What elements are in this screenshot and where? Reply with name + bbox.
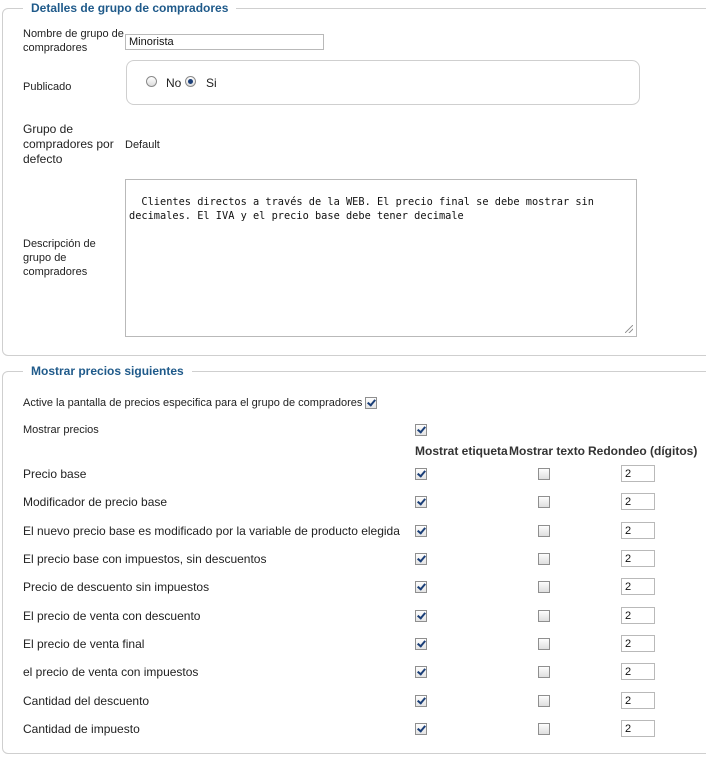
table-row [0,692,706,712]
table-row [0,635,706,655]
table-row [0,550,706,570]
show-label-checkbox[interactable] [415,695,427,707]
price-row-label: Cantidad del descuento [23,694,150,708]
table-row [0,493,706,513]
show-label-checkbox[interactable] [415,468,427,480]
table-row [0,607,706,627]
show-text-checkbox[interactable] [538,610,550,622]
show-text-checkbox[interactable] [538,553,550,565]
show-label-checkbox[interactable] [415,638,427,650]
rounding-input[interactable] [621,607,655,624]
price-row-label: Precio de descuento sin impuestos [23,580,210,594]
rounding-input[interactable] [621,663,655,680]
table-row [0,465,706,485]
published-no-radio[interactable] [146,76,157,87]
show-text-checkbox[interactable] [538,666,550,678]
description-textarea[interactable] [125,179,637,337]
table-row [0,578,706,598]
default-group-value: Default [125,139,160,151]
show-text-checkbox[interactable] [538,638,550,650]
resize-grip-icon[interactable] [625,325,633,333]
rounding-input[interactable] [621,692,655,709]
show-label-checkbox[interactable] [415,610,427,622]
description-label: Descripción de grupo de compradores [23,238,96,278]
table-row [0,522,706,542]
column-header-show-label: Mostrat etiqueta [415,444,508,458]
show-label-checkbox[interactable] [415,553,427,565]
rounding-input[interactable] [621,465,655,482]
show-text-checkbox[interactable] [538,723,550,735]
group-name-label: Nombre de grupo de compradores [23,28,124,54]
price-row-label: El precio de venta con descuento [23,609,201,623]
published-radio-group [126,60,640,105]
show-text-checkbox[interactable] [538,695,550,707]
price-row-label: El precio de venta final [23,637,145,651]
show-label-checkbox[interactable] [415,525,427,537]
column-header-show-text: Mostrar texto [509,444,586,458]
show-label-checkbox[interactable] [415,496,427,508]
rounding-input[interactable] [621,635,655,652]
published-yes-label: Si [206,76,217,90]
group-name-input[interactable] [125,34,324,50]
show-text-checkbox[interactable] [538,581,550,593]
show-prices-checkbox[interactable] [415,424,427,436]
rounding-input[interactable] [621,578,655,595]
show-prices-legend: Mostrar precios siguientes [23,363,192,379]
show-label-checkbox[interactable] [415,666,427,678]
price-row-label: Precio base [23,467,87,481]
column-header-rounding: Redondeo (dígitos) [588,444,698,458]
table-row [0,720,706,740]
published-no-label: No [166,76,182,90]
show-text-checkbox[interactable] [538,468,550,480]
rounding-input[interactable] [621,522,655,539]
price-row-label: El precio base con impuestos, sin descuentos [23,552,267,566]
published-yes-radio[interactable] [185,76,196,87]
default-group-label: Grupo de compradores por defecto [23,122,114,166]
show-text-checkbox[interactable] [538,525,550,537]
rounding-input[interactable] [621,493,655,510]
show-label-checkbox[interactable] [415,581,427,593]
show-prices-label: Mostrar precios [23,424,99,436]
activate-prices-checkbox[interactable] [365,397,377,409]
description-text: Clientes directos a través de la WEB. El precio final se debe mostrar sin decimales. El IVA y el precio base debe tener decimale [129,196,601,222]
table-row [0,663,706,683]
price-row-label: el precio de venta con impuestos [23,665,199,679]
rounding-input[interactable] [621,550,655,567]
activate-prices-label: Active la pantalla de precios especifica para el grupo de compradores [23,397,363,409]
show-text-checkbox[interactable] [538,496,550,508]
price-row-label: El nuevo precio base es modificado por la variable de producto elegida [23,524,400,538]
price-row-label: Cantidad de impuesto [23,722,140,736]
show-label-checkbox[interactable] [415,723,427,735]
published-label: Publicado [23,81,72,93]
price-row-label: Modificador de precio base [23,495,168,509]
buyer-group-details-legend: Detalles de grupo de compradores [23,0,236,16]
rounding-input[interactable] [621,720,655,737]
